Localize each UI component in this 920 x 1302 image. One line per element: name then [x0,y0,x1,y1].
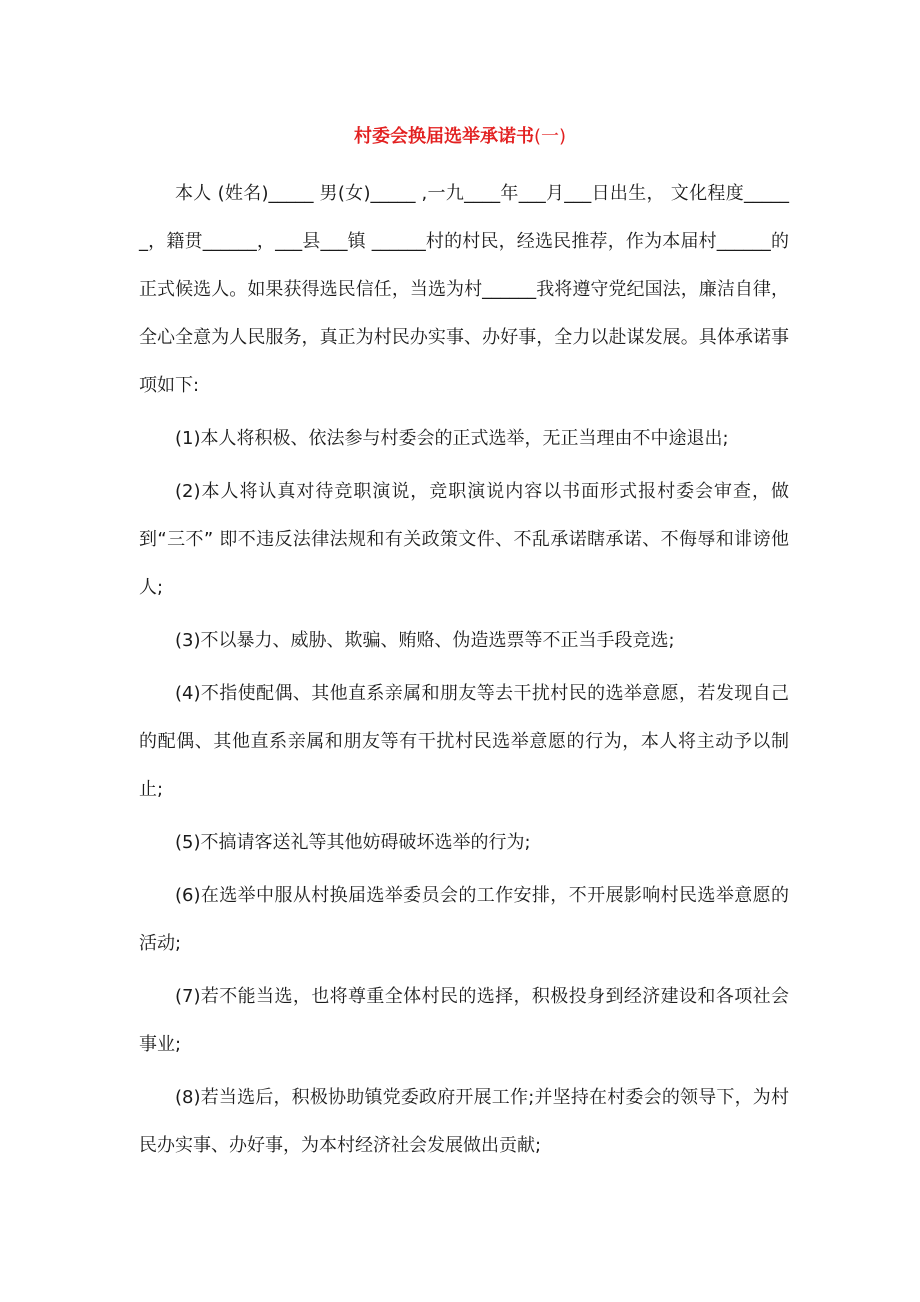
paragraph-intro: 本人 (姓名)_____ 男(女)_____ ,一九____年___月___日出生， 文化程度______，籍贯______，___县___镇 ______村的村民，经选民推荐，作为本届村______的正式候选人。如果获得选民信任，当选为村______我将遵守党纪国法，廉洁自律，全心全意为人民服务，真正为村民办实事、办好事，全力以赴谋发展。具体承诺事项如下: [139,183,789,396]
document-title [0,124,920,150]
title-main: 村委会换届选举承诺书 [353,126,534,147]
paragraph-item-1: (1)本人将积极、依法参与村委会的正式选举，无正当理由不中途退出; [175,428,729,449]
paragraph-item-4: (4)不指使配偶、其他直系亲属和朋友等去干扰村民的选举意愿，若发现自己的配偶、其他直系亲属和朋友等有干扰村民选举意愿的行为，本人将主动予以制止; [139,683,789,800]
paragraph-item-2: (2)本人将认真对待竞职演说，竞职演说内容以书面形式报村委会审查，做到“三不” 即不违反法律法规和有关政策文件、不乱承诺瞎承诺、不侮辱和诽谤他人; [139,481,789,598]
paragraph-item-3: (3)不以暴力、威胁、欺骗、贿赂、伪造选票等不正当手段竞选; [175,630,675,651]
paragraph-item-5: (5)不搞请客送礼等其他妨碍破坏选举的行为; [175,832,531,853]
paragraph-item-7: (7)若不能当选，也将尊重全体村民的选择，积极投身到经济建设和各项社会事业; [139,986,789,1055]
paragraph-item-6: (6)在选举中服从村换届选举委员会的工作安排，不开展影响村民选举意愿的活动; [139,885,789,954]
document-body [139,170,789,1175]
paragraph-item-8: (8)若当选后，积极协助镇党委政府开展工作;并坚持在村委会的领导下，为村民办实事、办好事，为本村经济社会发展做出贡献; [139,1087,789,1156]
title-suffix: (一) [533,126,567,147]
